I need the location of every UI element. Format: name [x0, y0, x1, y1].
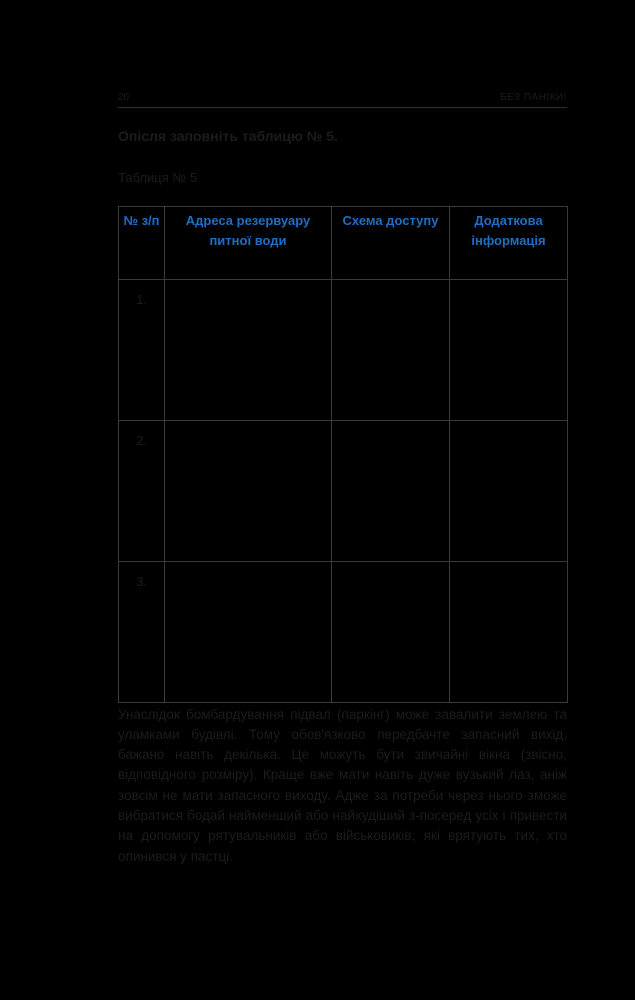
table-row	[119, 562, 568, 703]
column-header-address: Адреса резервуару питної води	[165, 207, 332, 280]
address-cell	[165, 280, 332, 421]
additional-info-cell	[450, 280, 568, 421]
additional-info-cell	[450, 562, 568, 703]
column-header-number: № з/п	[119, 207, 165, 280]
access-scheme-cell	[332, 562, 450, 703]
table-row	[119, 421, 568, 562]
additional-info-cell	[450, 421, 568, 562]
water-reservoir-table	[118, 206, 568, 703]
running-title: БЕЗ ПАНІКИ!	[500, 92, 567, 103]
running-header	[118, 92, 567, 106]
table-header-row	[119, 207, 568, 280]
column-header-access-scheme: Схема доступу	[332, 207, 450, 280]
row-number: 2.	[119, 421, 165, 562]
header-rule	[118, 107, 567, 108]
body-paragraph: Унаслідок бомбардування підвал (паркінг) може завалити землею та уламками будівлі. Тому обов'язково передбачте запасний вихід, бажано навіть декілька. Це можуть бути звичайні вікна (звісно, відповідного розміру). Краще вже мати навіть дуже вузький лаз, аніж зовсім не мати запасного виходу. Адже за потреби через нього зможе вибратися бодай найменший або найхудіший з-посеред усіх і привести на допомогу рятувальників або військовиків, які врятують тих, хто опинився у пастці.	[118, 706, 567, 864]
row-number: 1.	[119, 280, 165, 421]
table-row	[119, 280, 568, 421]
access-scheme-cell	[332, 280, 450, 421]
instruction-text: Опісля заповніть таблицю № 5.	[118, 128, 338, 144]
address-cell	[165, 562, 332, 703]
table-caption: Таблиця № 5	[118, 170, 198, 185]
row-number: 3.	[119, 562, 165, 703]
address-cell	[165, 421, 332, 562]
column-header-additional-info: Додаткова інформація	[450, 207, 568, 280]
page-number: 20	[118, 92, 130, 103]
access-scheme-cell	[332, 421, 450, 562]
